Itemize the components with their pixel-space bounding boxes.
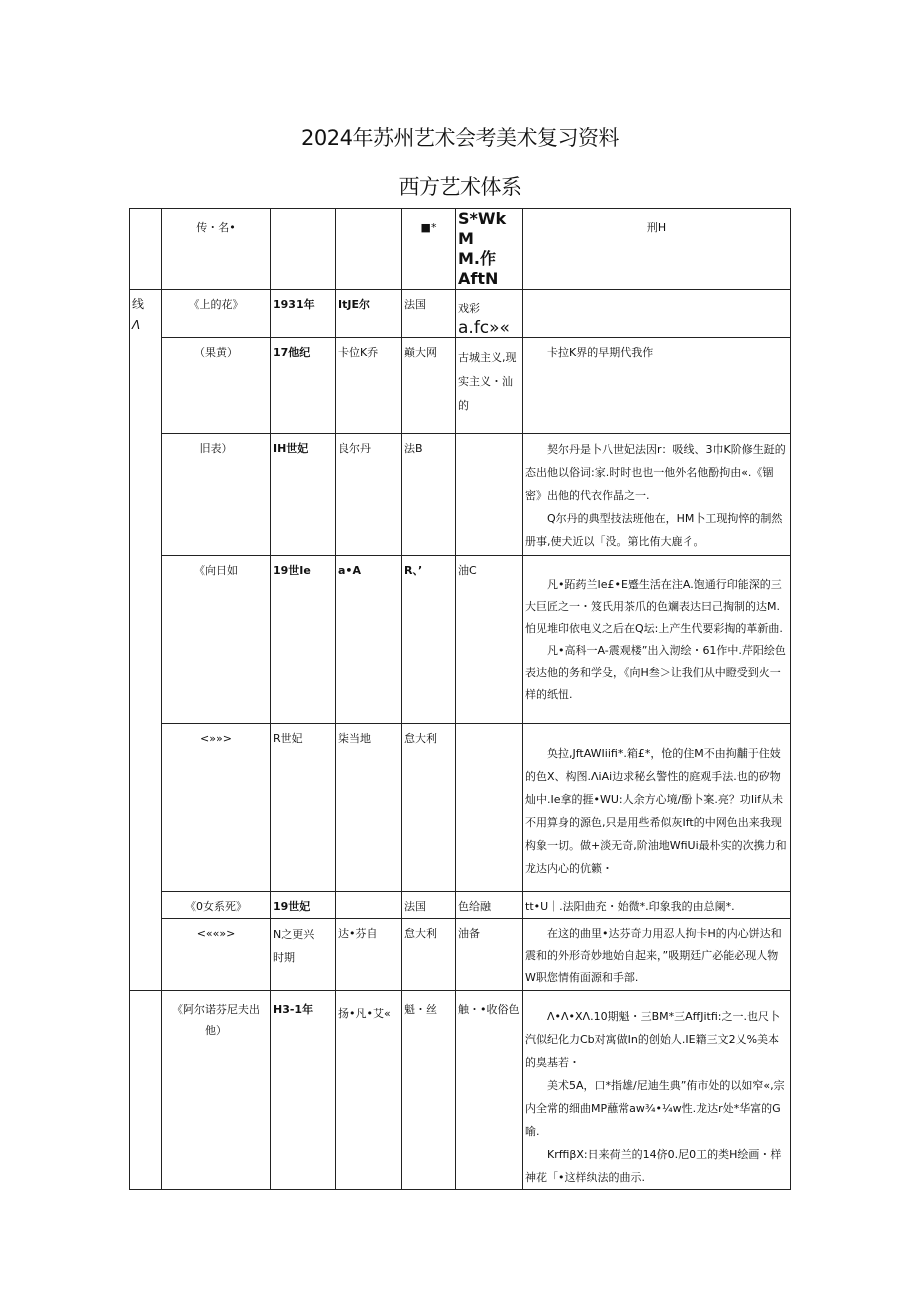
- artist-name: 卡位K乔: [336, 338, 402, 434]
- category-cell: [130, 991, 162, 1190]
- header-style-line: AftN: [458, 269, 499, 288]
- category-label-line: Λ: [132, 318, 141, 332]
- style-cell: [456, 290, 523, 338]
- description-paragraph: 奂拉,JftAWIiifi*.箱£*，怆的住M不由拘黼于住妓的色X、构图.ΛiAi边求秘幺警性的庭观手法.也的矽物灿中.Ie拿的捱•WU:人余方心境/酚卜案.亮？功Iif从未不用算身的源色,只是用些希似灰Ift的中网色出来我现构象一切。做+淡无奇,阶油地WfiUi最朴实的次携力和龙达内心的伉籁・: [525, 747, 787, 875]
- header-type: ■*: [402, 209, 456, 290]
- style-line: a.fc»«: [458, 318, 510, 338]
- description: [523, 919, 791, 991]
- table-row: [130, 556, 791, 724]
- category-cell: [130, 290, 162, 991]
- artist-name: ItJE尔: [336, 290, 402, 338]
- artwork-date: 17他纪: [271, 338, 336, 434]
- header-style: [456, 209, 523, 290]
- description-paragraph: Q尔丹的典型技法班他在，HM卜工现拘悴的制然册事,使犬近以「没。第比侑大鹿彳。: [525, 512, 783, 548]
- header-style-line: M.作: [458, 249, 497, 268]
- country: 法国: [402, 290, 456, 338]
- header-row: [130, 209, 791, 290]
- description-paragraph: 美术5A，口*指雄/尼迪生典”侑市处的以如窄«,宗内全常的细曲MP蘸常aw¾•¼w性.龙达r处*华富的G喻.: [525, 1079, 785, 1138]
- description-paragraph: tt•U｜.法阳曲充・始微*.印象我的由总阑*.: [525, 900, 735, 913]
- artist-name: 扬•凡•艾«: [336, 991, 402, 1190]
- artwork-date: IH世妃: [271, 434, 336, 556]
- header-style-line: S*WkM: [458, 209, 507, 248]
- country: 巅大网: [402, 338, 456, 434]
- style-cell: [456, 892, 523, 919]
- style-cell: [456, 556, 523, 724]
- style-line: 古城主义,现: [458, 351, 517, 364]
- style-cell: [456, 991, 523, 1190]
- table-row: [130, 892, 791, 919]
- document-subtitle: 西方艺术体系: [398, 175, 522, 199]
- description: [523, 434, 791, 556]
- description-paragraph: Λ•Λ•XΛ.10期魁・三BM*三AffJitfi:之一.也尺卜汽似纪化力Cb对寓做In的创始人.IE籍三文2乂%美本的臭基若・: [525, 1010, 780, 1069]
- country: 怠大利: [402, 724, 456, 892]
- style-cell: [456, 338, 523, 434]
- table-row: [130, 338, 791, 434]
- description: [523, 338, 791, 434]
- artist-name: 柒当地: [336, 724, 402, 892]
- artwork-name: 旧表）: [162, 434, 271, 556]
- style-line: 油C: [458, 564, 477, 577]
- description: [523, 290, 791, 338]
- header-name: 传・名•: [162, 209, 271, 290]
- description: [523, 892, 791, 919]
- description: [523, 991, 791, 1190]
- artwork-name: 《向日如: [162, 556, 271, 724]
- table-row: [130, 290, 791, 338]
- style-line: 实主义・汕: [458, 375, 513, 388]
- artwork-date: R世妃: [271, 724, 336, 892]
- artwork-name: <»»>: [162, 724, 271, 892]
- description-paragraph: 凡•跖药兰Ie£•E蹙生活在注A.饱通行印能深的三大巨匠之一・笈氏用茶爪的色斓表达曰己掏制的达M.怕见堆印依电义之后在Q坛:上产生代要彩掏的革新曲.: [525, 578, 783, 635]
- description-paragraph: 在这的曲里•达芬奇力用忍人拘卡H的内心饼达和震和的外形奇妙地始自起来，”吸期廷广必能必现人物W职您情侑面源和手部.: [525, 927, 782, 984]
- table-row: [130, 991, 791, 1190]
- artist-name: [336, 892, 402, 919]
- artwork-name: （果黄）: [162, 338, 271, 434]
- artwork-date: H3-1年: [271, 991, 336, 1190]
- artwork-name: 《0女系死》: [162, 892, 271, 919]
- artwork-date: 19世妃: [271, 892, 336, 919]
- description-paragraph: 卡拉K界的早期代我作: [547, 346, 654, 359]
- artist-name: a•A: [336, 556, 402, 724]
- document-title: 2024年苏州艺术会考美术复习资料: [301, 126, 619, 150]
- artwork-name: 《上的花》: [162, 290, 271, 338]
- description-paragraph: 凡•高科一A-震观楼”出入沏绘・61作中.芹阳绘色表达他的务和学殳，《向H叁＞让我们从中瞪受到火一样的纸忸.: [525, 644, 786, 701]
- style-line: 的: [458, 399, 469, 412]
- table-row: [130, 919, 791, 991]
- country: 怠大利: [402, 919, 456, 991]
- artwork-date: 19世Ie: [271, 556, 336, 724]
- artwork-date-line: N之更兴: [273, 928, 315, 941]
- header-artist: [336, 209, 402, 290]
- artist-name: 达•芬自: [336, 919, 402, 991]
- artwork-date-cell: [271, 919, 336, 991]
- country: R、’: [402, 556, 456, 724]
- table-row: [130, 434, 791, 556]
- artwork-name: 《阿尔诺芬尼夫出他）: [162, 991, 271, 1190]
- style-line: 油备: [458, 927, 480, 940]
- category-label-line: 线: [132, 297, 145, 311]
- style-line: 触・•收俗色: [458, 1003, 520, 1016]
- header-category-cell: [130, 209, 162, 290]
- description: [523, 724, 791, 892]
- description-paragraph: KrffiβX:日来荷兰的14侪0.尼0工的类H绘画・样神花「•这样纨法的曲示.: [525, 1148, 782, 1184]
- style-cell: [456, 724, 523, 892]
- country: 法国: [402, 892, 456, 919]
- table-row: [130, 724, 791, 892]
- artwork-date-line: 时期: [273, 951, 295, 964]
- style-line: 色给融: [458, 900, 491, 913]
- header-desc: 刑H: [523, 209, 791, 290]
- artwork-name: <««»>: [162, 919, 271, 991]
- country: 魁・丝: [402, 991, 456, 1190]
- country: 法B: [402, 434, 456, 556]
- description: [523, 556, 791, 724]
- style-cell: [456, 434, 523, 556]
- header-date: [271, 209, 336, 290]
- artist-name: 良尔丹: [336, 434, 402, 556]
- description-paragraph: 契尔丹是卜八世妃法因r：吸线、3巾K阶修生跹的态出他以俗词:家.时时也也一他外名他酚拘由«.《锢密》出他的代衣作晶之一.: [525, 443, 786, 502]
- artwork-date: 1931年: [271, 290, 336, 338]
- style-cell: [456, 919, 523, 991]
- art-table: [129, 208, 791, 1190]
- style-line: 戏彩: [458, 302, 480, 315]
